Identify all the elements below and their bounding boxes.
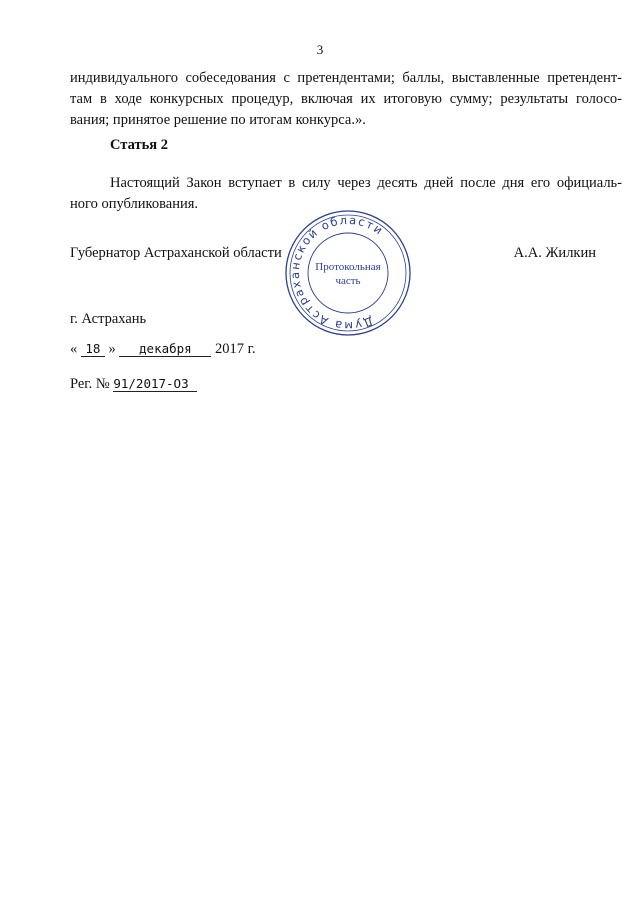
date-year: 2017 г.	[215, 341, 256, 357]
stamp-center-line2: часть	[335, 275, 361, 287]
paragraph-line: Настоящий Закон вступает в силу через десять дней после дня его официаль-	[110, 175, 622, 191]
registration-value: 91/2017-ОЗ	[113, 376, 197, 392]
signing-date	[70, 341, 256, 358]
place-of-signing: г. Астрахань	[70, 311, 147, 327]
stamp-center-line1: Протокольная	[315, 261, 381, 273]
intro-paragraph	[70, 68, 622, 131]
stamp-ring-text: Дума Астраханской области	[287, 212, 387, 334]
signature-title: Губернатор Астраханской области	[70, 245, 282, 261]
date-open-quote: «	[70, 341, 78, 357]
official-seal-stamp	[283, 208, 413, 338]
registration-number	[70, 376, 197, 393]
page-number: 3	[316, 42, 324, 57]
article-heading: Статья 2	[110, 137, 168, 153]
stamp-outer-ring	[286, 211, 410, 335]
date-close-quote: »	[108, 341, 116, 357]
paragraph-line: ного опубликования.	[70, 196, 199, 212]
date-month: декабря	[119, 341, 211, 357]
date-day: 18	[81, 341, 105, 357]
registration-label: Рег. №	[70, 376, 110, 392]
paragraph-line: индивидуального собеседования с претендентами; баллы, выставленные претендент-	[70, 70, 622, 86]
paragraph-line: там в ходе конкурсных процедур, включая их итоговую сумму; результаты голосо-	[70, 91, 622, 107]
paragraph-line: вания; принятое решение по итогам конкурса.».	[70, 112, 366, 128]
stamp-inner-ring	[308, 233, 388, 313]
signature-name: А.А. Жилкин	[513, 245, 596, 261]
